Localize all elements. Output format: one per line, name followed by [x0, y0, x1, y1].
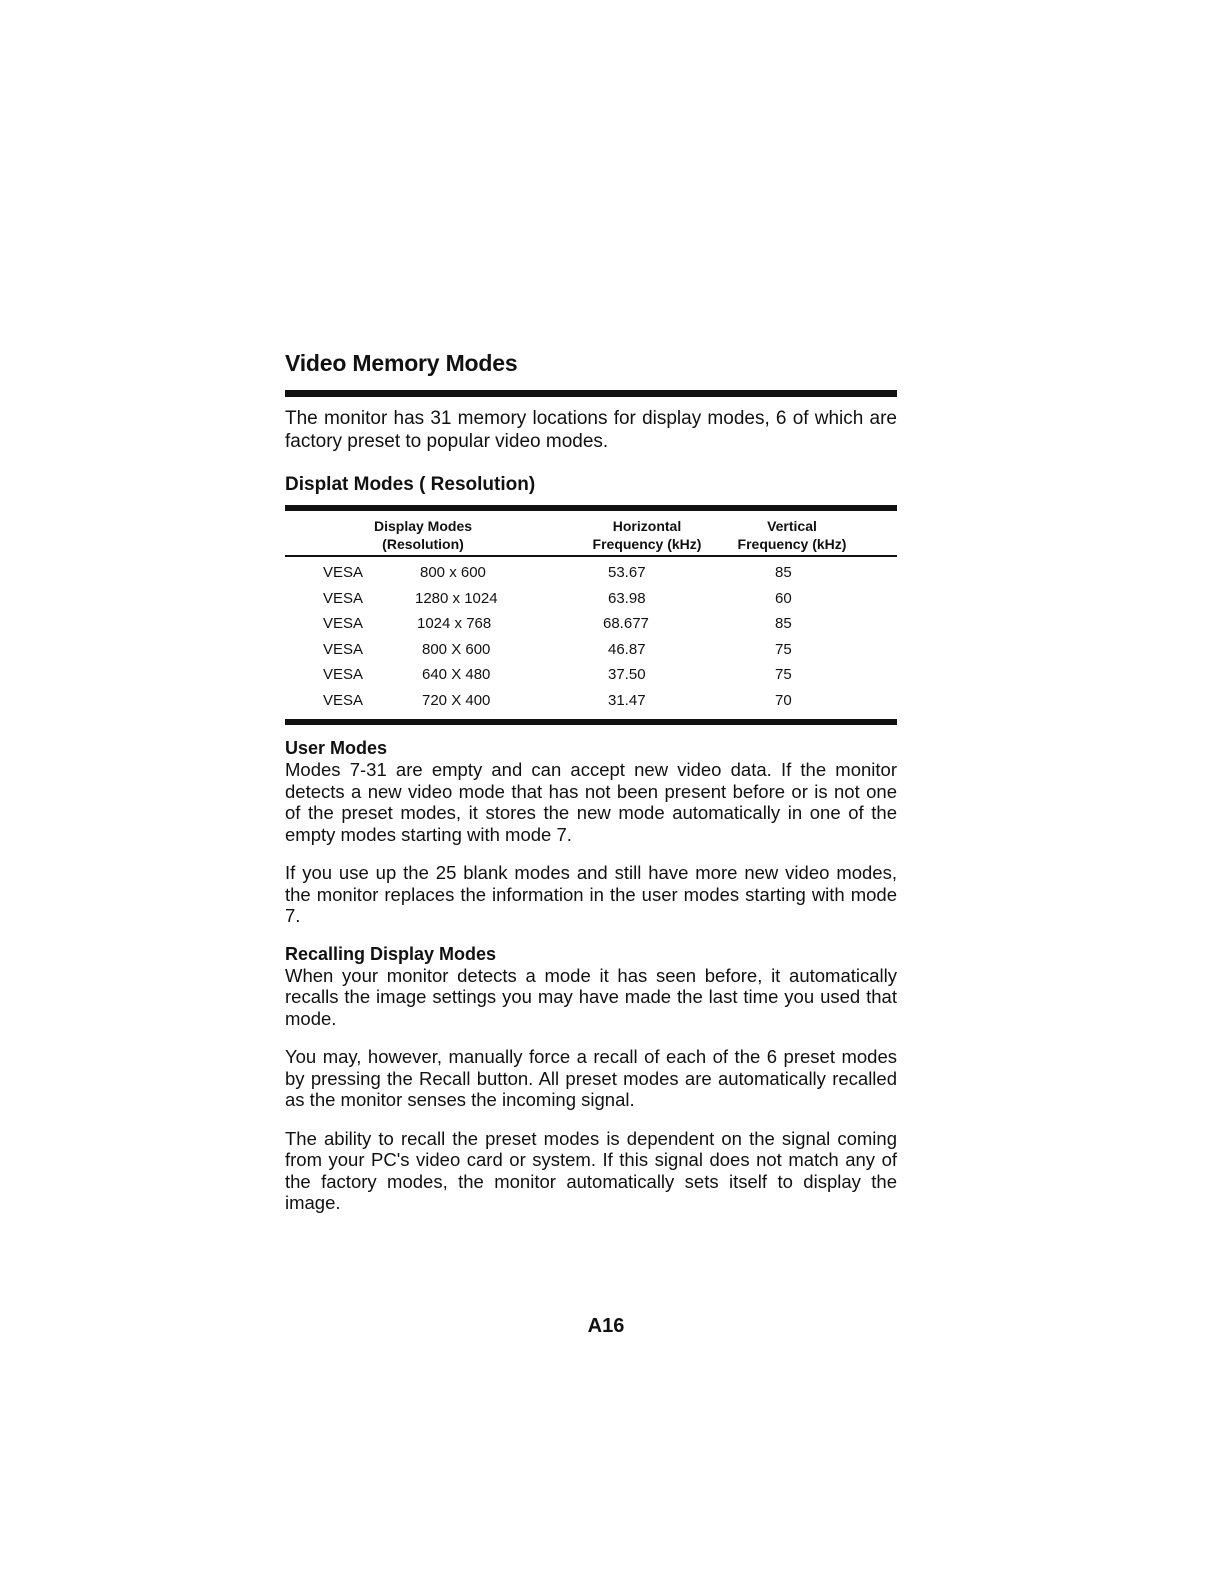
table-row	[285, 560, 897, 586]
table-row	[285, 611, 897, 637]
cell-standard: VESA	[323, 640, 364, 658]
header-vertical-line2: Frequency (kHz)	[737, 536, 847, 552]
cell-vertical: 75	[775, 666, 792, 683]
table-header	[285, 511, 897, 555]
header-display-modes	[363, 517, 483, 553]
cell-resolution: 640 X 480	[422, 666, 491, 683]
cell-vertical: 75	[775, 640, 792, 658]
cell-resolution: 1280 x 1024	[415, 589, 498, 607]
recalling-heading: Recalling Display Modes	[285, 943, 497, 964]
recalling-paragraph: The ability to recall the preset modes is dependent on the signal coming from your PC's video card or system. If this signal does not match any of the factory modes, the monitor automatically sets itself to display the image.	[285, 1127, 897, 1213]
header-vertical-line1: Vertical	[767, 518, 817, 534]
cell-horizontal: 63.98	[608, 589, 646, 607]
cell-resolution: 1024 x 768	[417, 615, 492, 632]
table-heading: Displat Modes ( Resolution)	[285, 474, 536, 495]
table-body	[285, 557, 897, 713]
table-row	[285, 586, 897, 612]
page-content	[285, 348, 897, 1214]
header-vertical	[729, 517, 855, 553]
cell-horizontal: 53.67	[608, 564, 646, 581]
cell-standard: VESA	[323, 666, 364, 683]
header-display-modes-line1: Display Modes	[373, 518, 473, 534]
header-horizontal-line1: Horizontal	[612, 518, 682, 534]
cell-standard: VESA	[323, 691, 364, 709]
page-title: Video Memory Modes	[285, 350, 518, 376]
recalling-paragraph: When your monitor detects a mode it has seen before, it automatically recalls the image settings you may have made the last time you used that mode.	[285, 964, 897, 1029]
table-row	[285, 637, 897, 663]
table-bottom-rule	[285, 719, 897, 725]
header-display-modes-line2: (Resolution)	[382, 536, 464, 552]
cell-horizontal: 31.47	[608, 691, 646, 709]
cell-horizontal: 68.677	[603, 615, 649, 632]
user-modes-paragraph: If you use up the 25 blank modes and still have more new video modes, the monitor replaces the information in the user modes starting with mode 7.	[285, 862, 897, 926]
user-modes-heading: User Modes	[285, 738, 388, 758]
cell-resolution: 800 X 600	[422, 640, 491, 658]
header-horizontal-line2: Frequency (kHz)	[592, 536, 702, 552]
table-row	[285, 662, 897, 688]
cell-standard: VESA	[323, 564, 364, 581]
header-horizontal	[583, 517, 711, 553]
cell-vertical: 60	[775, 589, 792, 607]
intro-paragraph: The monitor has 31 memory locations for display modes, 6 of which are factory preset to popular video modes.	[285, 408, 897, 452]
cell-horizontal: 37.50	[608, 666, 646, 683]
cell-standard: VESA	[323, 589, 364, 607]
cell-vertical: 85	[775, 615, 792, 632]
user-modes-paragraph: Modes 7-31 are empty and can accept new video data. If the monitor detects a new video mode that has not been present before or is not one of the preset modes, it stores the new mode automatically in one of the empty modes starting with mode 7.	[285, 759, 897, 845]
cell-standard: VESA	[323, 615, 364, 632]
cell-horizontal: 46.87	[608, 640, 646, 658]
cell-resolution: 800 x 600	[420, 564, 486, 581]
table-row	[285, 688, 897, 714]
title-rule	[285, 390, 897, 397]
recalling-paragraph: You may, however, manually force a recall of each of the 6 preset modes by pressing the Recall button. All preset modes are automatically recalled as the monitor senses the incoming signal.	[285, 1046, 897, 1110]
page-number: A16	[587, 1315, 625, 1337]
cell-resolution: 720 X 400	[422, 691, 491, 709]
cell-vertical: 85	[775, 564, 792, 581]
cell-vertical: 70	[775, 691, 792, 709]
